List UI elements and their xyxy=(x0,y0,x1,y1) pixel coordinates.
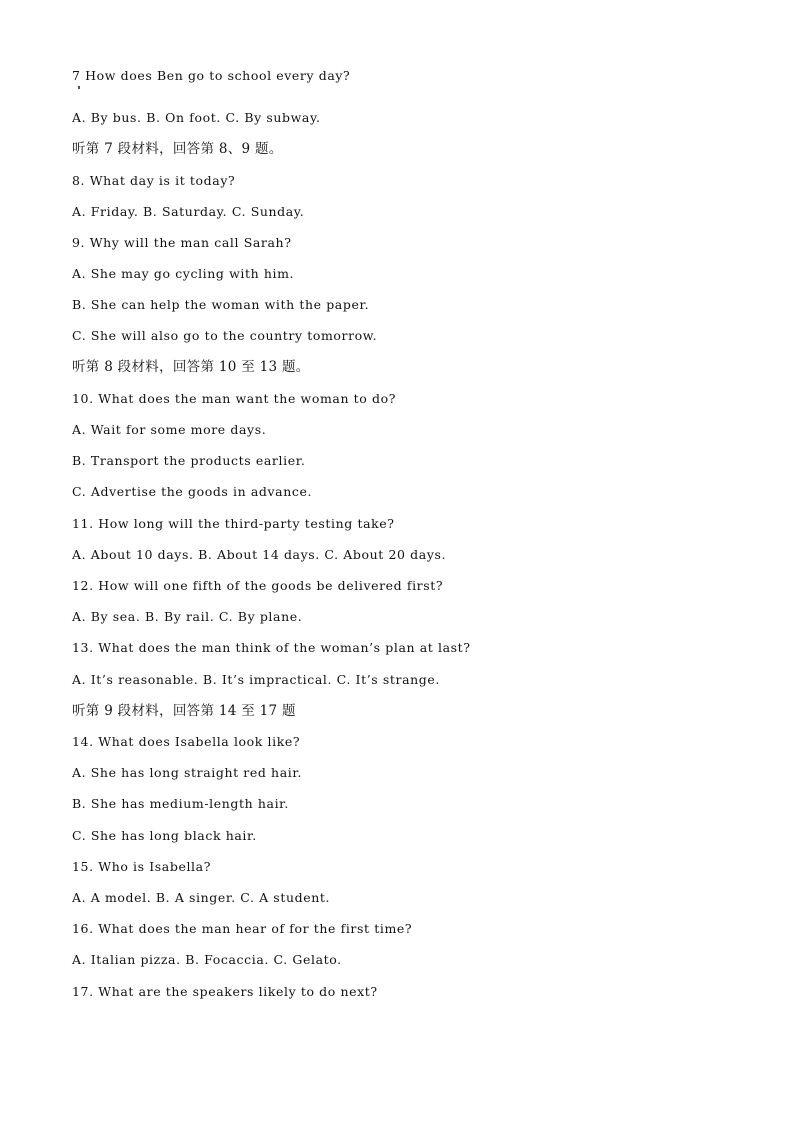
option-14b: B. She has medium-length hair. xyxy=(72,796,289,811)
option-10b: B. Transport the products earlier. xyxy=(72,453,306,468)
question-10: 10. What does the man want the woman to do? xyxy=(72,391,397,406)
option-14a: A. She has long straight red hair. xyxy=(72,765,303,780)
option-9a: A. She may go cycling with him. xyxy=(72,266,295,281)
question-11: 11. How long will the third-party testing take? xyxy=(72,516,395,531)
section-heading-7: 听第 7 段材料，回答第 8、9 题。 xyxy=(72,141,283,157)
options-8: A. Friday. B. Saturday. C. Sunday. xyxy=(72,204,305,219)
question-8: 8. What day is it today? xyxy=(72,173,236,188)
options-12: A. By sea. B. By rail. C. By plane. xyxy=(72,609,303,624)
section-heading-8: 听第 8 段材料，回答第 10 至 13 题。 xyxy=(72,359,310,375)
options-16: A. Italian pizza. B. Focaccia. C. Gelato. xyxy=(72,952,342,967)
section-heading-9: 听第 9 段材料，回答第 14 至 17 题 xyxy=(72,703,296,719)
question-17: 17. What are the speakers likely to do next? xyxy=(72,984,378,999)
option-9b: B. She can help the woman with the paper. xyxy=(72,297,370,312)
question-12: 12. How will one fifth of the goods be delivered first? xyxy=(72,578,444,593)
option-10c: C. Advertise the goods in advance. xyxy=(72,484,313,499)
question-9: 9. Why will the man call Sarah? xyxy=(72,235,292,250)
question-14: 14. What does Isabella look like? xyxy=(72,734,301,749)
question-15: 15. Who is Isabella? xyxy=(72,859,211,874)
option-9c: C. She will also go to the country tomorrow. xyxy=(72,328,378,343)
stray-mark xyxy=(78,86,80,89)
options-13: A. It’s reasonable. B. It’s impractical. C. It’s strange. xyxy=(72,672,440,687)
option-14c: C. She has long black hair. xyxy=(72,828,257,843)
options-7: A. By bus. B. On foot. C. By subway. xyxy=(72,110,321,125)
option-10a: A. Wait for some more days. xyxy=(72,422,267,437)
question-13: 13. What does the man think of the woman’s plan at last? xyxy=(72,640,471,655)
question-16: 16. What does the man hear of for the first time? xyxy=(72,921,413,936)
options-15: A. A model. B. A singer. C. A student. xyxy=(72,890,331,905)
options-11: A. About 10 days. B. About 14 days. C. About 20 days. xyxy=(72,547,447,562)
question-7: 7 How does Ben go to school every day? xyxy=(72,68,351,83)
